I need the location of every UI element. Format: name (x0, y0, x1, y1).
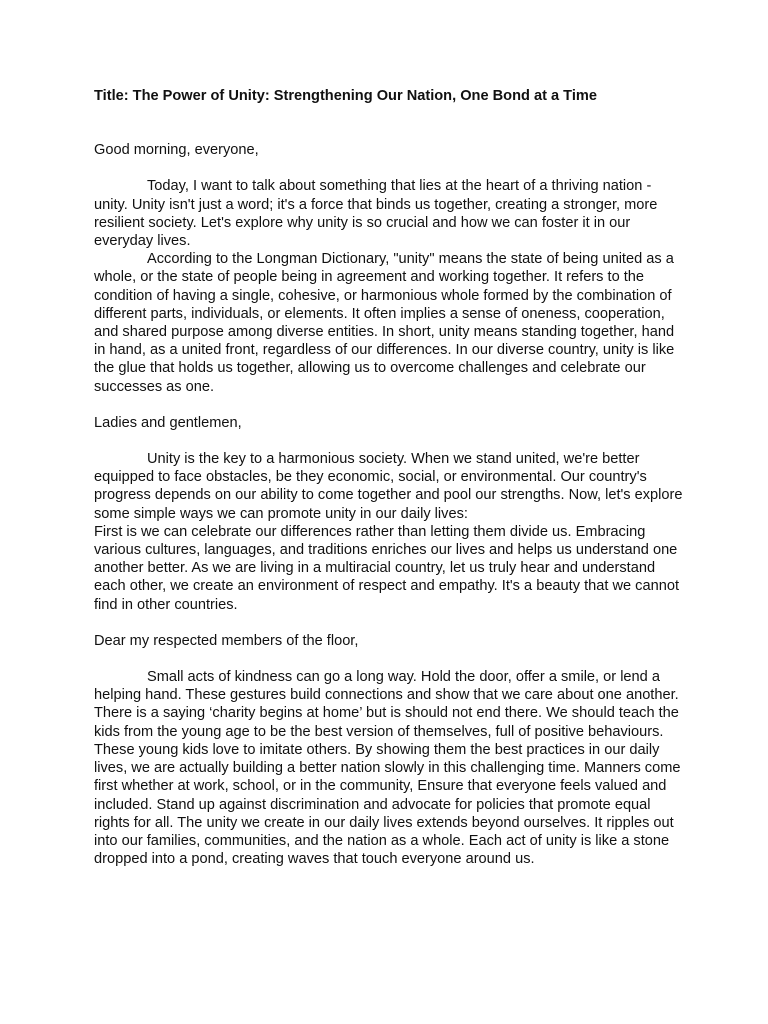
address-members-floor: Dear my respected members of the floor, (94, 632, 359, 649)
address-ladies-gentlemen: Ladies and gentlemen, (94, 414, 242, 431)
paragraph-celebrate-differences: First is we can celebrate our differences rather than letting them divide us. Embracing various cultures, languages, and traditions enriches our lives and helps us understand one another better. As we are living in a multiracial country, let us truly hear and understand each other, we create an environment of respect and empathy. It's a beauty that we cannot find in other countries. (94, 523, 679, 613)
paragraph-harmonious-society: Unity is the key to a harmonious society. When we stand united, we're better equipped to face obstacles, be they economic, social, or environmental. Our country's progress depends on our ability to come together and pool our strengths. Now, let's explore some simple ways we can promote unity in our daily lives: (94, 451, 683, 522)
spacer (94, 614, 684, 632)
spacer (94, 396, 684, 414)
document-title: Title: The Power of Unity: Strengthening Our Nation, One Bond at a Time (94, 88, 597, 104)
paragraph-definition: According to the Longman Dictionary, "unity" means the state of being united as a whole, or the state of people being in agreement and working together. It refers to the condition of having a single, cohesive, or harmonious whole formed by the combination of different parts, individuals, or elements. It often implies a sense of oneness, cooperation, and shared purpose among diverse entities. In short, unity means standing together, hand in hand, as a united front, regardless of our differences. In our diverse country, unity is like the glue that holds us together, allowing us to overcome challenges and celebrate our successes as one. (94, 251, 675, 395)
paragraph-acts-of-kindness: Small acts of kindness can go a long way. Hold the door, offer a smile, or lend a helping hand. These gestures build connections and show that we care about one another. There is a saying ‘charity begins at home’ but is should not end there. We should teach the kids from the young age to be the best version of themselves, full of positive behaviours. These young kids love to imitate others. By showing them the best practices in our daily lives, we are actually building a better nation slowly in this challenging time. Manners come first whether at work, school, or in the community, Ensure that everyone feels valued and included. Stand up against discrimination and advocate for policies that promote equal rights for all. The unity we create in our daily lives extends beyond ourselves. It ripples out into our families, communities, and the nation as a whole. Each act of unity is like a stone dropped into a pond, creating waves that touch everyone around us. (94, 669, 681, 868)
speech-document (94, 87, 684, 868)
greeting: Good morning, everyone, (94, 142, 259, 159)
paragraph-introduction: Today, I want to talk about something that lies at the heart of a thriving nation - unity. Unity isn't just a word; it's a force that binds us together, creating a stronger, more resilient society. Let's explore why unity is so crucial and how we can foster it in our everyday lives. (94, 178, 658, 250)
